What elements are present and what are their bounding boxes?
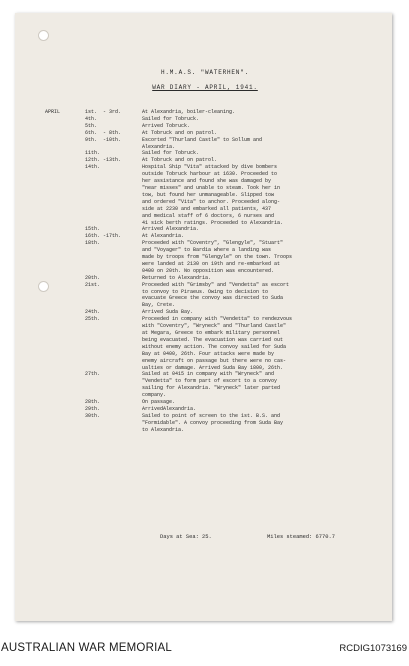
entry-date (85, 171, 142, 178)
record-id: RCDIG1073169 (339, 643, 407, 654)
entry-text: 0400 on 20th. No opposition was encountered. (142, 267, 275, 274)
entry-text: Returned to Alexandria. (142, 274, 212, 281)
diary-entry (45, 420, 390, 427)
diary-entries (45, 109, 390, 434)
entry-month (45, 330, 85, 337)
entry-text: to Alexandria. (142, 426, 185, 433)
entry-date: 18th. (85, 240, 101, 247)
diary-entry (45, 358, 390, 365)
diary-entry (45, 268, 390, 275)
diary-entry (45, 385, 390, 392)
entry-text: Sailed for Tobruck. (142, 115, 200, 122)
entry-text: At Alexandria. (142, 233, 185, 240)
entry-text: Sailed for Tobruck. (142, 150, 200, 157)
diary-entry (45, 261, 390, 268)
entry-date (85, 178, 142, 185)
entry-date: 1st. - 3rd. (85, 109, 122, 115)
entry-date (85, 247, 142, 254)
entry-month (45, 323, 85, 330)
diary-entry (45, 399, 390, 406)
entry-text: Arrived Suda Bay. (142, 309, 194, 316)
diary-entry (45, 309, 390, 316)
entry-text: 41 sick berth ratings. Proceeded to Alexandria. (142, 219, 284, 226)
entry-date (85, 268, 142, 275)
diary-entry (45, 371, 390, 378)
entry-text: were landed at 2130 on 19th and re-embarked at (142, 260, 281, 267)
entry-text: and "Voyager" to Bardia where a landing was (142, 247, 272, 254)
entry-text: sailing for Alexandria. "Wryneck" later parted (142, 385, 281, 392)
entry-date: 27th. (85, 371, 101, 378)
entry-month (45, 344, 85, 351)
entry-text: outside Tobruck harbour at 1630. Proceeded to (142, 171, 278, 178)
diary-entry (45, 406, 390, 413)
entry-text: Sailed to point of screen to the 1st. B.S. and (142, 412, 281, 419)
entry-month (45, 268, 85, 275)
entry-date: 14th. (85, 164, 101, 171)
days-at-sea: Days at Sea: 25. (160, 534, 212, 540)
entry-month (45, 316, 85, 323)
diary-entry (45, 351, 390, 358)
entry-date (85, 295, 142, 302)
entry-text: ualties or damage. Arrived Suda Bay 1800, 26th. (142, 364, 284, 371)
entry-month (45, 275, 85, 282)
diary-entry (45, 123, 390, 130)
entry-text: Proceeded with "Grimsby" and "Vendetta" as escort (142, 281, 290, 288)
diary-title: WAR DIARY - APRIL, 1941. (152, 84, 258, 91)
entry-date (85, 261, 142, 268)
diary-entry (45, 150, 390, 157)
entry-date (85, 213, 142, 220)
diary-entry (45, 427, 390, 434)
diary-entry (45, 365, 390, 372)
diary-entry (45, 109, 390, 116)
entry-month (45, 144, 85, 151)
entry-date (85, 351, 142, 358)
entry-date: 5th. (85, 122, 98, 129)
diary-entry (45, 378, 390, 385)
entry-month (45, 365, 85, 372)
entry-date: 16th. -17th. (85, 233, 122, 240)
entry-date (85, 337, 142, 344)
entry-month (45, 199, 85, 206)
entry-month (45, 157, 85, 164)
entry-month (45, 206, 85, 213)
entry-month (45, 309, 85, 316)
entry-text: tow, but found her unmanageable. Slipped tow (142, 191, 275, 198)
entry-date: 28th. (85, 399, 101, 406)
diary-entry (45, 254, 390, 261)
diary-entry (45, 275, 390, 282)
entry-month (45, 247, 85, 254)
diary-entry (45, 178, 390, 185)
entry-date: 20th. (85, 274, 101, 281)
entry-date (85, 185, 142, 192)
entry-month (45, 254, 85, 261)
entry-date (85, 323, 142, 330)
entry-text: At Alexandria, boiler-cleaning. (142, 109, 236, 115)
entry-text: Escorted "Thurland Castle" to Sollum and (142, 136, 263, 143)
entry-text: company. (142, 392, 167, 399)
diary-entry (45, 282, 390, 289)
entry-text: At Tobruck and on patrol. (142, 157, 218, 164)
entry-date (85, 289, 142, 296)
diary-entry (45, 302, 390, 309)
diary-entry (45, 330, 390, 337)
entry-month (45, 150, 85, 157)
entry-month (45, 240, 85, 247)
entry-text: Bay at 0400, 26th. Four attacks were made by (142, 350, 275, 357)
diary-entry (45, 220, 390, 227)
entry-date: 12th. -13th. (85, 157, 122, 164)
entry-text: "Vendetta" to form part of escort to a convoy (142, 378, 278, 385)
diary-entry (45, 344, 390, 351)
entry-date (85, 420, 142, 427)
entry-month (45, 378, 85, 385)
entry-text: At Tobruck and on patrol. (142, 129, 218, 136)
entry-month (45, 192, 85, 199)
entry-month (45, 337, 85, 344)
entry-text: On passage. (142, 399, 176, 406)
entry-date (85, 427, 142, 434)
entry-date (85, 358, 142, 365)
entry-month (45, 171, 85, 178)
entry-date: 4th. (85, 115, 98, 122)
entry-date (85, 344, 142, 351)
entry-month (45, 282, 85, 289)
entry-month (45, 399, 85, 406)
entry-date (85, 220, 142, 227)
entry-text: Proceeded in company with "Vendetta" to rendezvous (142, 316, 293, 323)
diary-entry (45, 213, 390, 220)
entry-date: 29th. (85, 405, 101, 412)
ship-name: H.M.A.S. "WATERHEN". (160, 69, 249, 76)
entry-month (45, 295, 85, 302)
entry-month (45, 164, 85, 171)
diary-entry (45, 247, 390, 254)
entry-text: her assistance and found she was damaged by (142, 178, 272, 185)
diary-entry (45, 206, 390, 213)
entry-date (85, 378, 142, 385)
diary-entry (45, 185, 390, 192)
entry-text: Proceeded with "Coventry", "Glengyle", "Stuart" (142, 240, 284, 247)
entry-date: 15th. (85, 226, 101, 233)
punch-hole-top (38, 30, 49, 41)
entry-date (85, 392, 142, 399)
entry-date (85, 302, 142, 309)
entry-month (45, 178, 85, 185)
entry-date (85, 254, 142, 261)
entry-text: and medical staff of 6 doctors, 6 nurses and (142, 212, 275, 219)
diary-entry (45, 323, 390, 330)
diary-entry (45, 233, 390, 240)
entry-text: being evacuated. The evacuation was carried out (142, 336, 284, 343)
entry-text: "Formidable". A convoy proceeding from Suda Bay (142, 419, 284, 426)
entry-month (45, 392, 85, 399)
diary-entry (45, 130, 390, 137)
entry-month (45, 302, 85, 309)
entry-month (45, 406, 85, 413)
archive-name: AUSTRALIAN WAR MEMORIAL (1, 642, 172, 654)
entry-date (85, 385, 142, 392)
diary-entry (45, 316, 390, 323)
entry-month (45, 220, 85, 227)
entry-text: Bay, Crete. (142, 302, 176, 309)
entry-month (45, 137, 85, 144)
entry-date: 21st. (85, 281, 101, 288)
entry-date (85, 199, 142, 206)
entry-text: Alexandria. (142, 143, 176, 150)
entry-date (85, 144, 142, 151)
diary-entry (45, 164, 390, 171)
miles-steamed: Miles steamed: 6770.7 (267, 534, 335, 540)
diary-entry (45, 144, 390, 151)
diary-entry (45, 295, 390, 302)
entry-date: 25th. (85, 316, 101, 323)
entry-month (45, 185, 85, 192)
entry-text: made by troops from "Glengyle" on the town. Troops (142, 254, 293, 261)
entry-month (45, 226, 85, 233)
entry-text: ArrivedAlexandria. (142, 405, 197, 412)
entry-text: with "Coventry", "Wryneck" and "Thurland Castle" (142, 323, 287, 330)
entry-text: enemy aircraft on passage but there were no cas- (142, 357, 287, 364)
entry-date (85, 365, 142, 372)
entry-text: without enemy action. The convoy sailed for Suda (142, 343, 287, 350)
entry-date: 11th. (85, 150, 101, 157)
diary-entry (45, 337, 390, 344)
entry-date (85, 206, 142, 213)
entry-text: Hospital Ship "Vita" attacked by dive bombers (142, 164, 278, 171)
entry-month (45, 233, 85, 240)
entry-month (45, 351, 85, 358)
entry-text: evacuate Greece the convoy was directed to Suda (142, 295, 284, 302)
diary-entry (45, 116, 390, 123)
archive-bar (0, 636, 409, 666)
entry-month (45, 261, 85, 268)
entry-month (45, 420, 85, 427)
diary-entry (45, 240, 390, 247)
diary-entry (45, 171, 390, 178)
diary-entry (45, 392, 390, 399)
entry-date (85, 330, 142, 337)
entry-text: Arrived Tobruck. (142, 122, 191, 129)
entry-text: to convoy to Piraeus. Owing to decision to (142, 288, 269, 295)
diary-entry (45, 192, 390, 199)
entry-month (45, 130, 85, 137)
diary-page (15, 13, 392, 621)
entry-month (45, 123, 85, 130)
entry-date: 24th. (85, 309, 101, 316)
entry-month (45, 116, 85, 123)
diary-entry (45, 289, 390, 296)
entry-date (85, 192, 142, 199)
entry-month (45, 413, 85, 420)
diary-entry (45, 199, 390, 206)
entry-text: and ordered "Vita" to anchor. Proceeded along- (142, 198, 281, 205)
entry-month (45, 289, 85, 296)
entry-month: APRIL (45, 109, 61, 115)
entry-text: side at 2230 and embarked all patients, 437 (142, 205, 272, 212)
diary-entry (45, 226, 390, 233)
entry-month (45, 213, 85, 220)
entry-text: Sailed at 0415 in company with "Wryneck" and (142, 371, 275, 378)
diary-entry (45, 137, 390, 144)
entry-text: at Megara, Greece to embark military personnel (142, 330, 281, 336)
entry-date: 6th. - 8th. (85, 129, 122, 136)
diary-entry (45, 157, 390, 164)
entry-month (45, 358, 85, 365)
entry-month (45, 427, 85, 434)
entry-text: "near misses" and unable to steam. Took her in (142, 184, 281, 191)
entry-month (45, 385, 85, 392)
entry-text: Arrived Alexandria. (142, 226, 200, 233)
diary-entry (45, 413, 390, 420)
entry-date: 9th. -10th. (85, 136, 122, 143)
entry-month (45, 371, 85, 378)
entry-date: 30th. (85, 412, 101, 419)
